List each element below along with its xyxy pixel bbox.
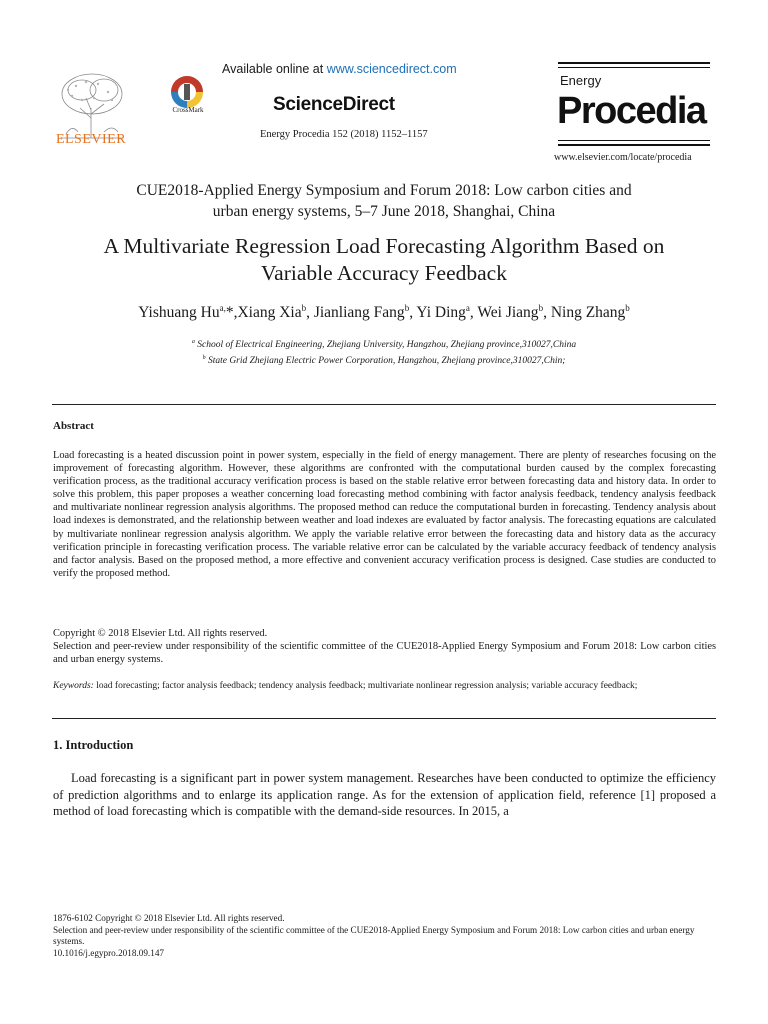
journal-small-title: Energy	[560, 73, 602, 88]
procedia-rule	[558, 62, 710, 64]
copyright-line: Copyright © 2018 Elsevier Ltd. All rights reserved.	[53, 628, 268, 639]
sciencedirect-title: ScienceDirect	[273, 94, 395, 115]
available-prefix: Available online at	[222, 62, 327, 76]
conference-line: CUE2018-Applied Energy Symposium and Forum 2018: Low carbon cities and	[136, 182, 632, 199]
journal-url[interactable]: www.elsevier.com/locate/procedia	[554, 152, 692, 163]
author: Jianliang Fang$^b$,	[313, 303, 417, 322]
peer-review-line: Selection and peer-review under responsibility of the scientific committee of the CUE2018-Applied Energy Symposium and Forum 2018: Low carbon cities and urban energy systems.	[53, 641, 716, 666]
affiliations	[0, 336, 768, 368]
author: Wei Jiang$^b$,	[477, 303, 551, 322]
procedia-rule	[558, 144, 710, 146]
elsevier-wordmark: ELSEVIER	[55, 132, 127, 147]
paper-title	[0, 233, 768, 287]
keywords	[53, 680, 716, 693]
title-line: A Multivariate Regression Load Forecasting Algorithm Based on	[103, 234, 665, 258]
abstract-body: Load forecasting is a heated discussion point in power system, especially in the field of energy management. There are plenty of researches focusing on the improvement of forecasting algorithm. However, these algorithms are confronted with the computational burden caused by the complex forecasting verification process, as the traditional accuracy verification process is based on the stable relative error between forecasting data and history data. In order to solve this problem, this paper proposes a weather concerning load forecasting method combining with factor analysis feedback, tendency analysis feedback and multivariate nonlinear regression analysis algorithms. The proposed method can reduce the computational burden in forecasting. Tendency analysis about load indexes is demonstrated, and the relationship between weather and load indexes are evaluated by factor analysis. The forecasting equations are calculated by multivariate nonlinear regression analysis algorithm. We apply the variable relative error between the forecasting data and history data as the accuracy verification principle in forecasting verification process. The variable relative error can be calculated by the variable accuracy feedback of tendency analysis and factor analysis. Based on the proposed method, a more effective and convenient accuracy verification process is designed. Case studies are conducted to verify the proposed method.	[53, 450, 716, 579]
journal-reference: Energy Procedia 152 (2018) 1152–1157	[260, 129, 428, 140]
conference-line: urban energy systems, 5–7 June 2018, Shanghai, China	[212, 203, 556, 220]
author-list	[0, 303, 768, 322]
sciencedirect-link[interactable]: www.sciencedirect.com	[326, 62, 457, 76]
section-body: Load forecasting is a significant part in power system management. Researches have been conducted to optimize the efficiency of prediction algorithms and to enlarge its application range. As for the extension of application field, reference [1] proposed a method of load forecasting which is compatible with the demand-side resources. In 2015, a	[53, 771, 716, 819]
crossmark-label: CrossMark	[172, 106, 204, 114]
abstract-copyright	[53, 627, 716, 666]
author: Ning Zhang$^b$	[550, 303, 630, 322]
keywords-list: load forecasting; factor analysis feedback; tendency analysis feedback; multivariate nonlinear regression analysis; variable accuracy feedback;	[93, 681, 638, 691]
footer-peer-review: Selection and peer-review under responsibility of the scientific committee of the CUE2018-Applied Energy Symposium and Forum 2018: Low carbon cities and urban energy systems.	[53, 924, 695, 947]
procedia-rule	[558, 67, 710, 68]
journal-big-title: Procedia	[557, 90, 706, 132]
footer-note	[53, 913, 716, 959]
conference-info	[0, 180, 768, 222]
author: Yishuang $Hu^{a,}*$,	[138, 303, 238, 322]
abstract-heading: Abstract	[53, 420, 94, 432]
affiliation: $^b$ State Grid Zhejiang Electric Power Corporation, Hangzhou, Zhejiang province,310027,Chin;	[202, 355, 566, 367]
divider	[52, 718, 716, 719]
author: Yi Ding$^a$,	[416, 303, 478, 322]
author: Xiang Xia$^b$,	[237, 303, 314, 322]
keywords-label: Keywords:	[53, 681, 94, 691]
footer-copyright: 1876-6102 Copyright © 2018 Elsevier Ltd. All rights reserved.	[53, 913, 285, 923]
divider	[52, 404, 716, 405]
available-online	[222, 62, 457, 76]
section-heading: 1. Introduction	[53, 738, 134, 752]
affiliation: $^a$ School of Electrical Engineering, Zhejiang University, Hangzhou, Zhejiang province,310027,China	[191, 339, 577, 351]
footer-doi[interactable]: 10.1016/j.egypro.2018.09.147	[53, 947, 165, 958]
title-line: Variable Accuracy Feedback	[261, 261, 507, 285]
procedia-rule	[558, 140, 710, 141]
